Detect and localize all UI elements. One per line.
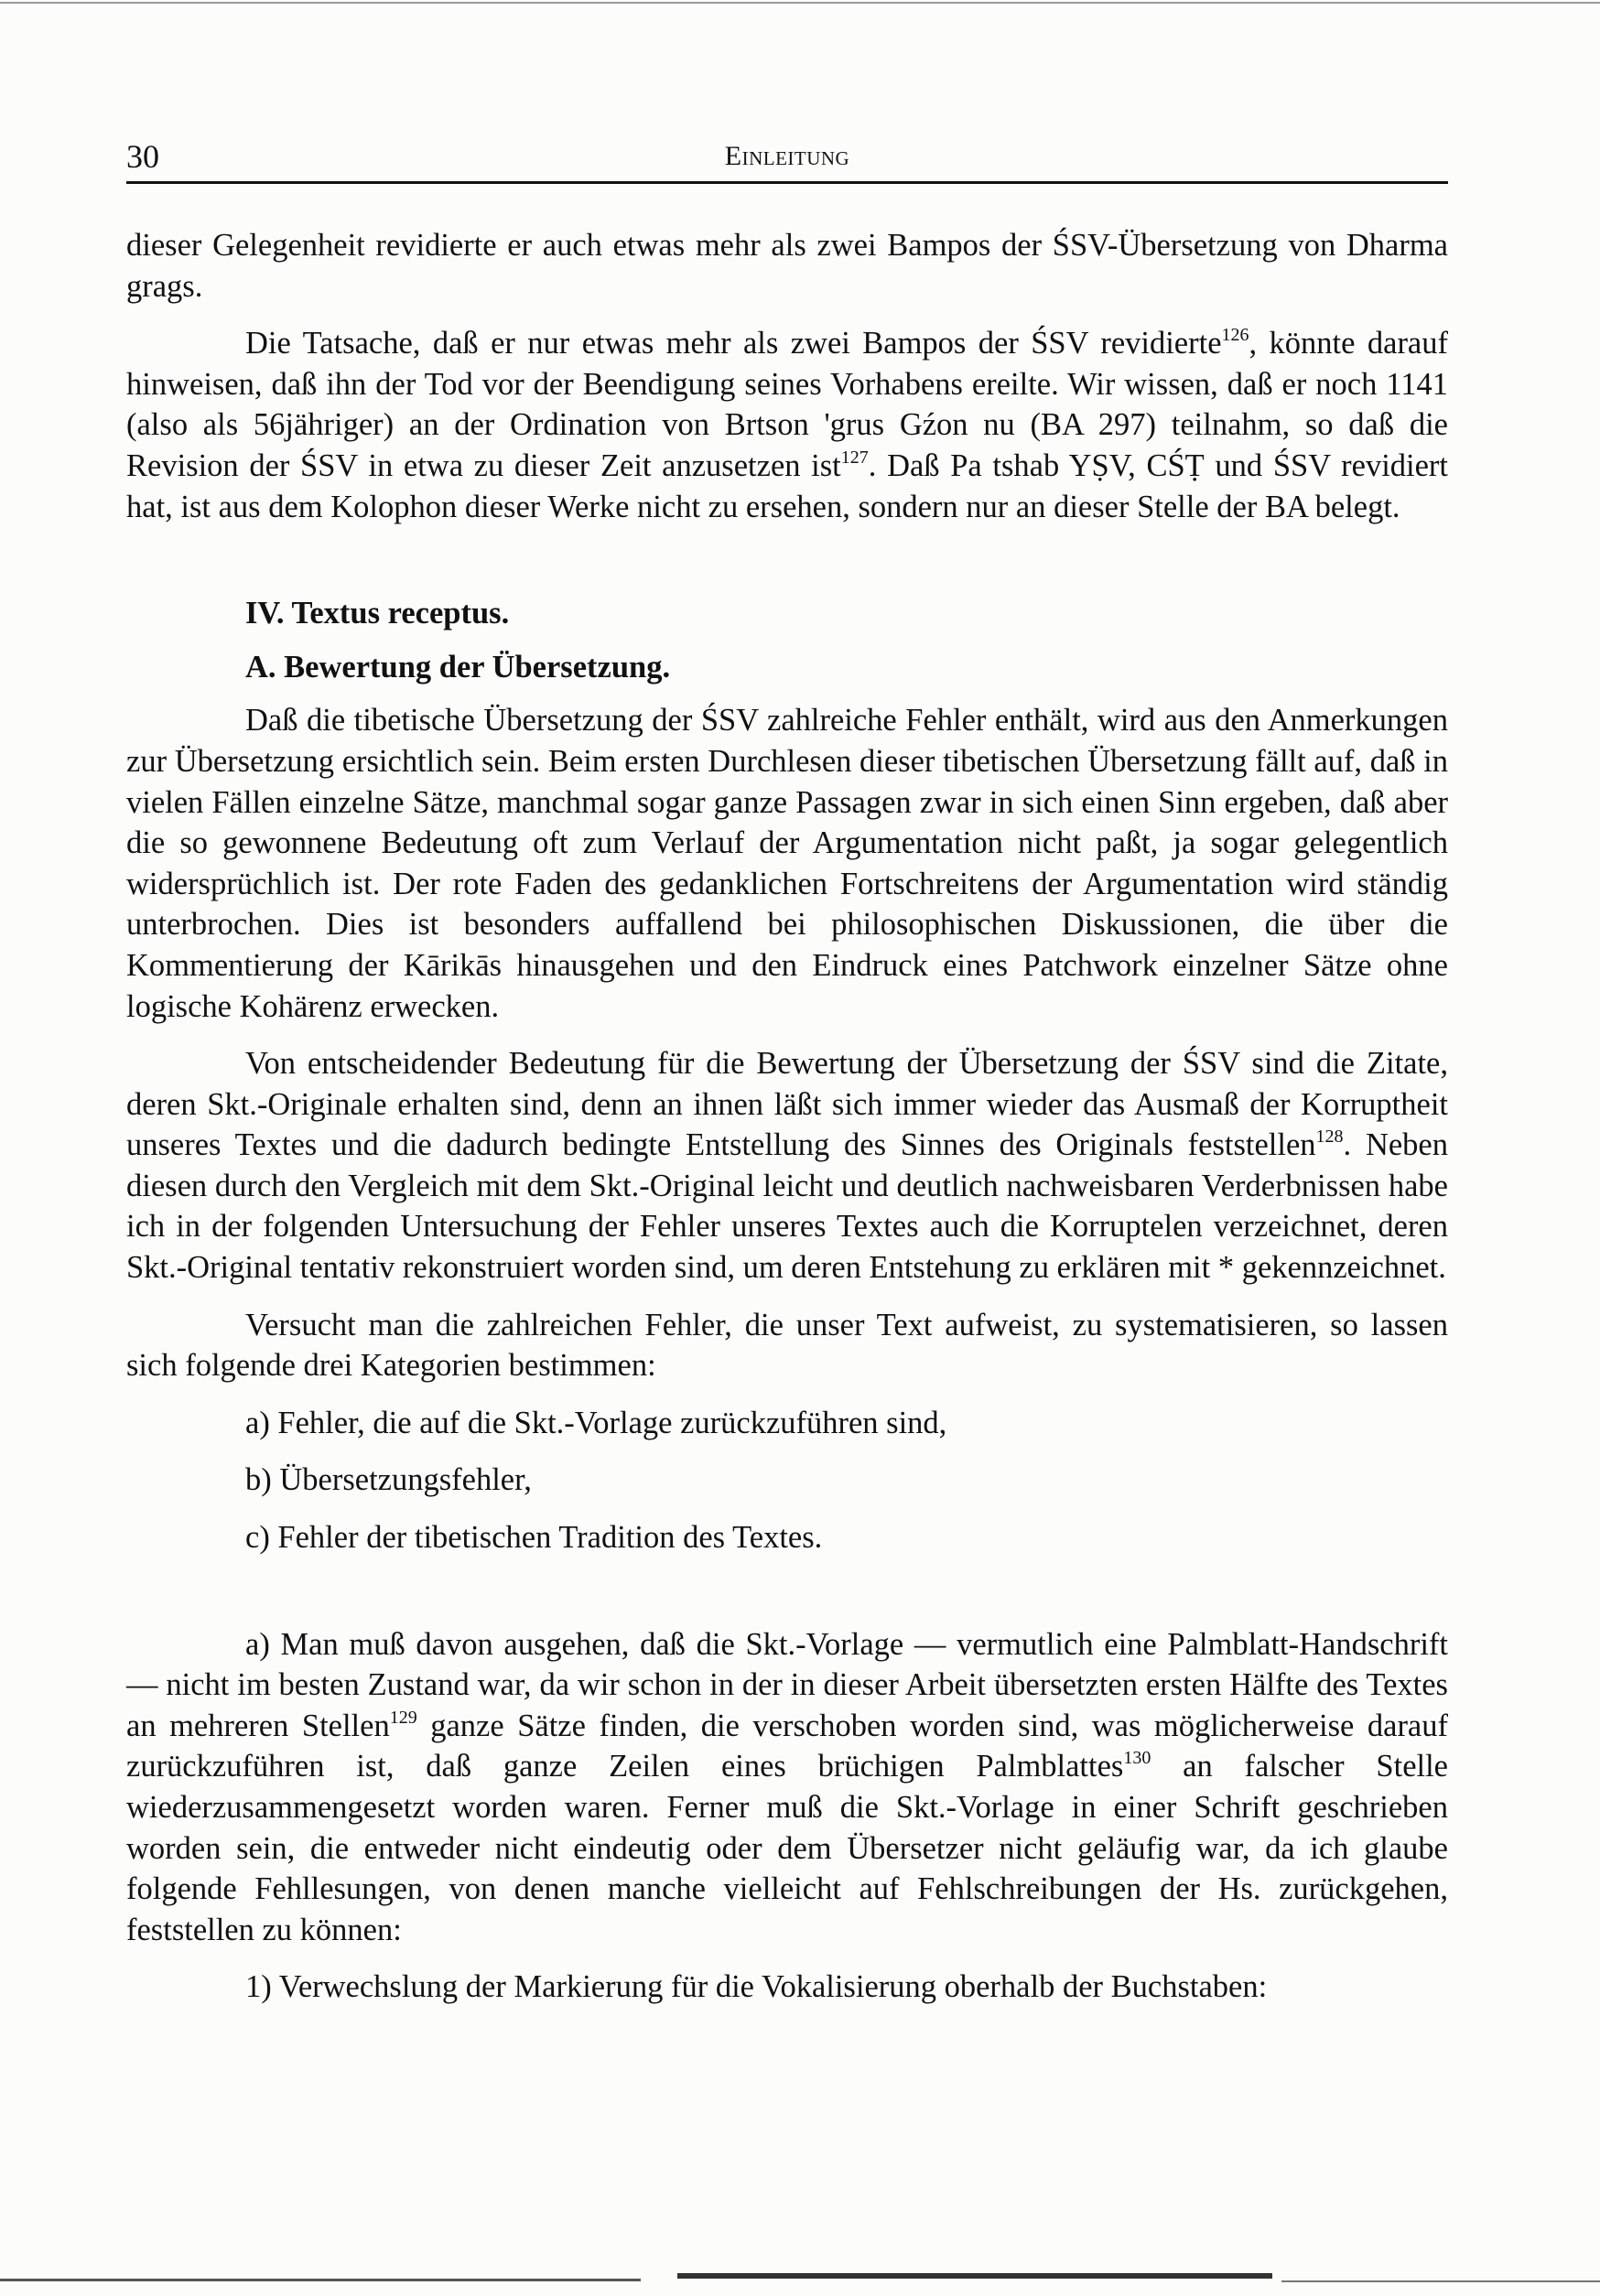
section-heading: IV. Textus receptus. — [245, 596, 510, 631]
running-head: Einleitung — [724, 141, 850, 171]
scan-edge-bottom — [0, 2273, 1600, 2291]
paragraph: Versucht man die zahlreichen Fehler, die unser Text aufweist, zu systematisieren, so lassen sich folgende drei Kategorien bestimmen: — [126, 1307, 1448, 1384]
page-header — [126, 137, 1448, 183]
list-item: a) Fehler, die auf die Skt.-Vorlage zurückzuführen sind, — [245, 1405, 947, 1440]
paragraph: a) Man muß davon ausgehen, daß die Skt.-Vorlage — vermutlich eine Palmblatt-Handschrift — nicht im besten Zustand war, da wir schon in der in dieser Arbeit übersetzten ersten Hälfte des Textes an mehreren Stellen$^{129}$ ganze Sätze finden, die verschoben worden sind, was möglicherweise darauf zurückzuführen ist, daß ganze Zeilen eines brüchigen Palmblattes$^{130}$ an falscher Stelle wiederzusammengesetzt worden waren. Ferner muß die Skt.-Vorlage in einer Schrift geschrieben worden sein, die entweder nicht eindeutig oder dem Übersetzer nicht geläufig war, da ich glaube folgende Fehllesungen, von denen manche vielleicht auf Fehlschreibungen der Hs. zurückgehen, feststellen zu können: — [126, 1626, 1448, 1947]
footnote-ref: 129 — [389, 1707, 417, 1728]
scan-edge-top — [0, 2, 1600, 4]
paragraph: dieser Gelegenheit revidierte er auch etwas mehr als zwei Bampos der ŚSV-Übersetzung von Dharma grags. — [126, 228, 1448, 304]
scan-line — [1281, 2280, 1600, 2282]
header-rule — [126, 181, 1448, 184]
footnote-ref: 126 — [1221, 325, 1249, 346]
paragraph: Von entscheidender Bedeutung für die Bewertung der Übersetzung der ŚSV sind die Zitate, deren Skt.-Originale erhalten sind, denn an ihnen läßt sich immer wieder das Ausmaß der Korruptheit unseres Textes und die dadurch bedingte Entstellung des Sinnes des Originals feststellen$^{128}$. Neben diesen durch den Vergleich mit dem Skt.-Original leicht und deutlich nachweisbaren Verderbnissen habe ich in der folgenden Untersuchung der Fehler unseres Textes auch die Korruptelen verzeichnet, deren Skt.-Original tentativ rekonstruiert worden sind, um deren Entstehung zu erklären mit * gekennzeichnet. — [126, 1046, 1448, 1286]
footnote-ref: 127 — [840, 447, 869, 468]
paragraph: Daß die tibetische Übersetzung der ŚSV zahlreiche Fehler enthält, wird aus den Anmerkungen zur Übersetzung ersichtlich sein. Beim ersten Durchlesen dieser tibetischen Übersetzung fällt auf, daß in vielen Fällen einzelne Sätze, manchmal sogar ganze Passagen zwar in sich einen Sinn ergeben, daß aber die so gewonnene Bedeutung oft zum Verlauf der Argumentation nicht paßt, ja sogar gelegentlich widersprüchlich ist. Der rote Faden des gedanklichen Fortschreitens der Argumentation wird ständig unterbrochen. Dies ist besonders auffallend bei philosophischen Diskussionen, die über die Kommentierung der Kārikās hinausgehen und den Eindruck eines Patchwork einzelner Sätze ohne logische Kohärenz erwecken. — [126, 703, 1448, 1024]
page-number: 30 — [126, 138, 159, 175]
footnote-ref: 128 — [1315, 1126, 1344, 1148]
list-item: b) Übersetzungsfehler, — [245, 1462, 532, 1498]
paragraph: Die Tatsache, daß er nur etwas mehr als zwei Bampos der ŚSV revidierte$^{126}$, könnte darauf hinweisen, daß ihn der Tod vor der Beendigung seines Vorhabens ereilte. Wir wissen, daß er noch 1141 (also als 56jähriger) an der Ordination von Brtson 'grus Gźon nu (BA 297) teilnahm, so daß die Revision der ŚSV in etwa zu dieser Zeit anzusetzen ist$^{127}$. Daß Pa tshab YṢV, CŚṬ und ŚSV revidiert hat, ist aus dem Kolophon dieser Werke nicht zu ersehen, sondern nur an dieser Stelle der BA belegt. — [126, 325, 1449, 524]
footnote-ref: 130 — [1123, 1748, 1151, 1769]
paragraph: 1) Verwechslung der Markierung für die Vokalisierung oberhalb der Buchstaben: — [245, 1969, 1268, 2005]
subsection-heading: A. Bewertung der Übersetzung. — [245, 649, 671, 684]
scan-line — [677, 2273, 1272, 2279]
scan-line — [0, 2279, 641, 2281]
body-text — [126, 225, 1448, 2008]
list-item: c) Fehler der tibetischen Tradition des Textes. — [245, 1520, 823, 1556]
